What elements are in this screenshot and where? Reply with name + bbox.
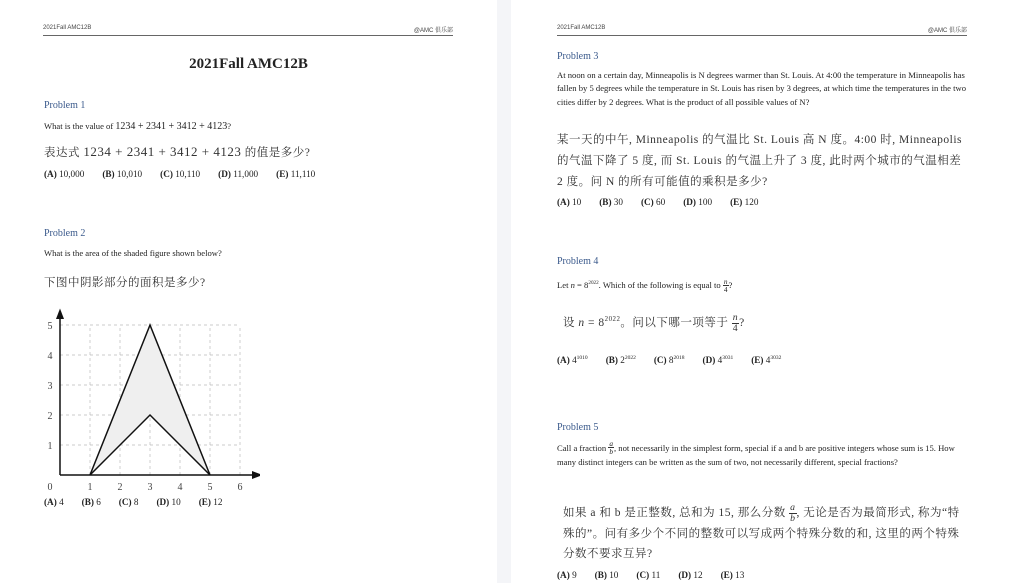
choice-value: 13 [735,570,745,580]
problem-2-title: Problem 2 [44,228,86,239]
math-exponent: 2022 [588,280,599,286]
choice-letter: (B) [605,355,618,366]
x-axis-arrow-icon [252,471,260,479]
answer-choice [703,355,734,365]
problem-3-title: Problem 3 [557,51,599,62]
text: ? [739,316,745,329]
x-tick-label: 0 [47,482,53,493]
problem-4-choices [557,355,799,365]
choice-letter: (E) [720,570,733,580]
answer-choice [160,169,200,179]
answer-choice [683,197,712,207]
text: , not necessarily in the simplest form, special if a and b are positive integers whose sum is 15. How many distinct integers can be written as the sum of two, not necessarily different, special fractions? [557,443,955,467]
numerator: a [790,502,796,514]
denominator: b [790,512,796,524]
problem-5-text [557,440,969,469]
choice-letter: (B) [102,169,115,179]
numerator: n [732,311,739,323]
text: 的值是多少? [241,147,311,159]
choice-value: 11,000 [233,169,259,179]
answer-choice [557,570,577,580]
choice-letter: (B) [594,570,607,580]
choice-letter: (D) [156,497,170,507]
y-tick-label: 3 [47,381,53,392]
numerator: n [723,277,728,287]
problem-5-text-zh [563,503,968,564]
x-tick-label: 6 [237,482,243,493]
text: 。问以下哪一项等于 [620,316,732,329]
answer-choice [119,497,139,507]
page-1 [0,0,497,583]
header-left: 2021Fall AMC12B [557,25,606,31]
answer-choice [641,197,665,207]
y-tick-label: 4 [47,351,53,362]
choice-base: 2 [620,355,625,366]
math: 1234 + 2341 + 3412 + 4123 [115,121,228,132]
choice-letter: (C) [160,169,173,179]
problem-1-text-zh [44,142,310,163]
problem-1-choices [44,169,333,179]
problem-1-title: Problem 1 [44,100,86,111]
choice-value: 10 [171,497,181,507]
math-exponent: 2022 [604,316,621,323]
choice-exponent: 2022 [624,355,636,361]
choice-value: 12 [693,570,703,580]
choice-letter: (C) [118,497,132,507]
math: = 8 [584,316,605,329]
x-tick-label: 1 [87,482,93,493]
choice-exponent: 1010 [576,355,588,361]
answer-choice [721,570,745,580]
problem-1-text [44,120,231,133]
x-tick-label: 5 [207,482,213,493]
math: 1234 + 2341 + 3412 + 4123 [83,144,242,159]
text: ? [227,121,232,131]
problem-2-text-zh: 下图中阴影部分的面积是多少? [44,277,206,289]
problem-4-text [557,277,732,294]
choice-letter: (B) [599,197,612,207]
answer-choice [730,197,758,207]
answer-choice [44,497,64,507]
text: Call a fraction [557,443,609,454]
choice-letter: (A) [557,197,570,207]
answer-choice [599,197,623,207]
numerator: a [609,439,613,448]
header-right: @AMC 俱乐部 [927,28,967,34]
answer-choice [606,355,636,365]
answer-choice [557,197,581,207]
document-title: 2021Fall AMC12B [189,56,308,72]
answer-choice [44,169,84,179]
answer-choice [654,355,685,365]
choice-letter: (E) [198,497,211,507]
text: 如果 a 和 b 是正整数, 总和为 15, 那么分数 [563,507,790,519]
choice-value: 11,110 [290,169,316,179]
fraction-a-over-b [789,503,796,524]
choice-value: 120 [744,197,759,207]
text: Let [557,279,571,290]
x-tick-label: 2 [117,482,123,493]
choice-letter: (C) [640,197,654,207]
y-axis-arrow-icon [56,309,64,320]
choice-base: 4 [765,355,771,366]
problem-3-text-zh: 某一天的中午, Minneapolis 的气温比 St. Louis 高 N 度。4:00 时, Minneapolis 的气温下降了 5 度, 而 St. Louis 的气温上升了 3 度, 此时两个城市的气温相差 2 度。问 N 的所有可能值的乘积是多少? [557,134,963,188]
choice-base: 4 [572,355,577,366]
problem-2-figure [40,305,260,495]
text: , 无论是否为最简形式, 称为“特殊的”。问有多少个不同的整数可以写成两个特殊分数的和, 这里的两个特殊分数不要求互异? [563,507,960,560]
choice-base: 4 [717,355,723,366]
choice-value: 6 [96,497,101,507]
header-left: 2021Fall AMC12B [43,25,92,31]
choice-exponent: 2018 [673,355,685,361]
shaded-region [90,325,210,475]
choice-letter: (A) [557,355,570,366]
choice-value: 60 [656,197,666,207]
problem-4-title: Problem 4 [557,256,599,267]
y-tick-label: 2 [47,411,53,422]
choice-value: 10,000 [59,169,85,179]
choice-letter: (C) [653,355,667,366]
problem-5-choices [557,570,762,580]
choice-letter: (C) [636,570,650,580]
answer-choice [199,497,223,507]
choice-letter: (A) [557,570,570,580]
choice-letter: (E) [276,169,289,179]
choice-value: 100 [698,197,713,207]
answer-choice [156,497,180,507]
answer-choice [557,355,588,365]
math-var: n [570,279,575,290]
choice-value: 10 [572,197,582,207]
denominator: 4 [723,285,728,295]
choice-exponent: 3031 [722,355,734,361]
answer-choice [276,169,315,179]
text: What is the value of [44,121,116,131]
text: . Which of the following is equal to [598,279,723,290]
choice-value: 10 [609,570,619,580]
choice-letter: (D) [678,570,692,580]
choice-value: 10,010 [116,169,143,179]
text: 表达式 [44,147,84,159]
problem-2-choices [44,497,240,507]
header-rule [43,35,453,36]
page-2 [511,0,1011,583]
answer-choice [595,570,619,580]
choice-value: 11 [651,570,661,580]
problem-3-choices [557,197,776,207]
problem-3-text: At noon on a certain day, Minneapolis is N degrees warmer than St. Louis. At 4:00 the temperature in Minneapolis has fallen by 5 degrees while the temperature in St. Louis has risen by 3 degrees, at which time the temperatures in the two cities differ by 2 degrees. What is the product of all possible values of N? [557,70,967,107]
choice-letter: (D) [683,197,696,207]
denominator: b [609,447,613,457]
answer-choice [636,570,660,580]
choice-value: 12 [213,497,223,507]
answer-choice [218,169,258,179]
x-tick-label: 3 [147,482,153,493]
choice-value: 8 [133,497,139,507]
answer-choice [678,570,702,580]
choice-value: 30 [613,197,623,207]
choice-value: 9 [572,570,577,580]
choice-base: 8 [668,355,674,366]
choice-exponent: 3032 [770,355,782,361]
header-rule [557,35,967,36]
header-right: @AMC 俱乐部 [413,28,453,34]
math: = 8 [574,279,589,290]
problem-5-title: Problem 5 [557,422,599,433]
answer-choice [751,355,781,365]
choice-letter: (D) [702,355,716,366]
answer-choice [102,169,142,179]
y-tick-label: 1 [47,441,53,452]
choice-letter: (A) [44,497,57,507]
math-var: n [578,316,585,329]
text: ? [728,279,733,290]
text: 设 [563,316,579,329]
answer-choice [82,497,101,507]
y-tick-label: 5 [47,321,53,332]
problem-4-text-zh [563,310,745,333]
choice-letter: (E) [751,355,764,366]
choice-letter: (A) [44,169,57,179]
x-tick-label: 4 [177,482,183,493]
problem-2-text: What is the area of the shaded figure shown below? [44,248,222,258]
denominator: 4 [732,322,739,334]
choice-letter: (B) [81,497,94,507]
choice-value: 10,110 [175,169,201,179]
choice-value: 4 [59,497,64,507]
choice-letter: (E) [730,197,743,207]
choice-letter: (D) [218,169,231,179]
